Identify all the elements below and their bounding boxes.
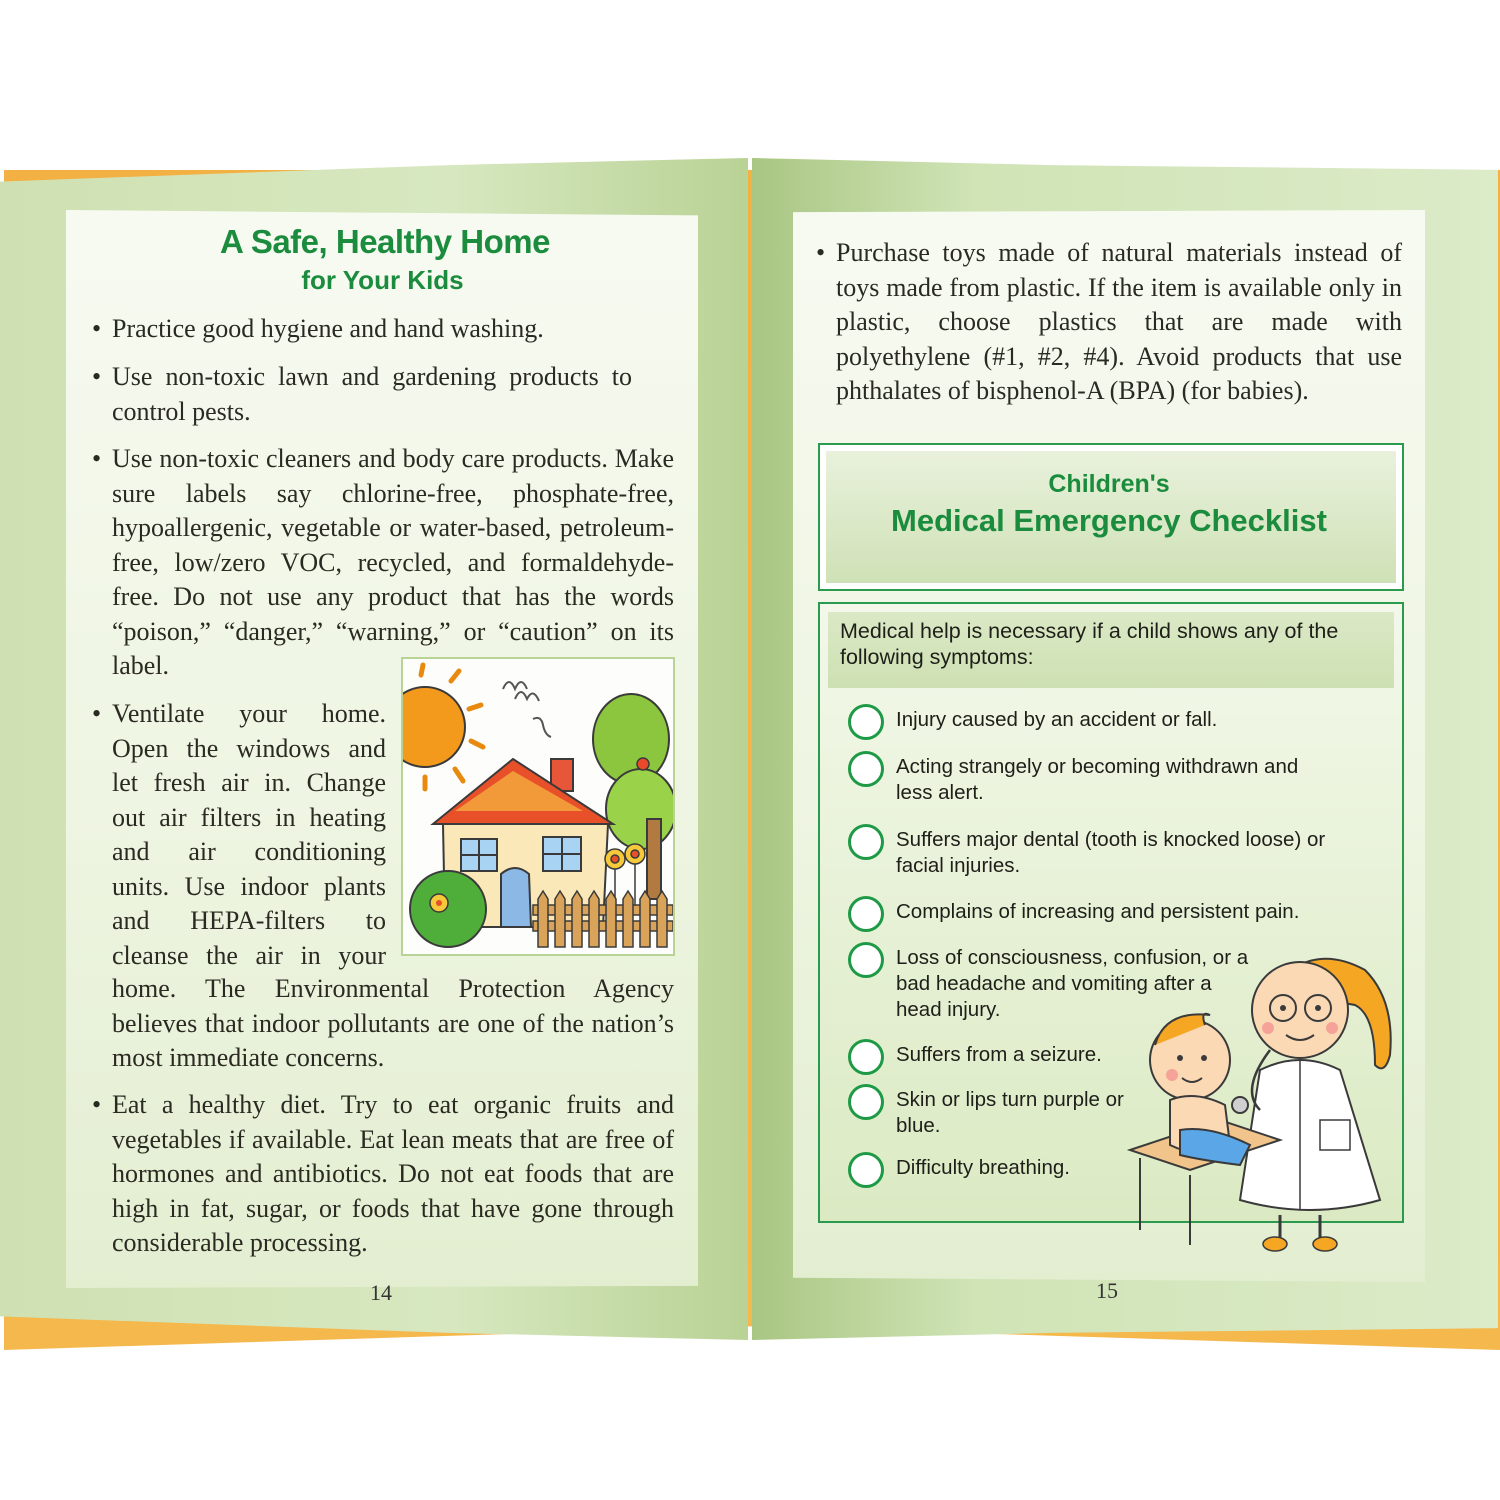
page-title: A Safe, Healthy Home <box>220 223 550 260</box>
checkbox[interactable] <box>848 942 884 978</box>
checkbox[interactable] <box>848 1039 884 1075</box>
checklist-item-label: Suffers from a seizure. <box>896 1043 1102 1066</box>
checklist-intro: Medical help is necessary if a child shows any of the following symptoms: <box>840 619 1339 669</box>
bullet-line: Open the windows and <box>112 733 386 763</box>
doctor-and-child-drawing-icon <box>1120 930 1410 1260</box>
bullet-text: Purchase toys made of natural materials instead of toys made from plastic. If the item is available only in plastic, choose plastics that are made with polyethylene (#1, #2, #4). Avoid products that use phthalates of bisphenol-A (BPA) (for babies). <box>836 238 1402 405</box>
bullet-line: let fresh air in. Change <box>112 768 386 797</box>
checkbox[interactable] <box>848 1084 884 1120</box>
checklist-item-label: Skin or lips turn purple or blue. <box>896 1088 1124 1137</box>
house-illustration <box>401 657 675 956</box>
list-item: • Eat a healthy diet. Try to eat organic fruits and vegetables if available. Eat lean meats that are free of hormones and antibiotics. Do not eat foods that are high in fat, sugar, or foods that have gone through considerable processing. <box>92 1090 674 1257</box>
bullet-text: Eat a healthy diet. Try to eat organic fruits and vegetables if available. Eat lean meats that are free of hormones and antibiotics. Do not eat foods that are high in fat, sugar, or foods that have gone through considerable processing. <box>112 1090 674 1257</box>
house-drawing-icon <box>403 659 673 954</box>
checkbox[interactable] <box>848 1152 884 1188</box>
checklist-item-label: Difficulty breathing. <box>896 1156 1070 1179</box>
bullet-line: cleanse the air in your <box>112 940 386 970</box>
list-item: • Practice good hygiene and hand washing. <box>92 314 544 343</box>
bullet-line: and HEPA-filters to <box>112 906 386 935</box>
checklist-item-label: Complains of increasing and persistent pain. <box>896 900 1300 923</box>
checklist-item-label: Injury caused by an accident or fall. <box>896 708 1218 731</box>
bullet-line: units. Use indoor plants <box>112 871 386 901</box>
list-item: • Purchase toys made of natural materials instead of toys made from plastic. If the item is available only in plastic, choose plastics that are made with polyethylene (#1, #2, #4). Avoid products that use phthalates of bisphenol-A (BPA) (for babies). <box>816 238 1402 405</box>
checkbox[interactable] <box>848 896 884 932</box>
page-number-right: 15 <box>1096 1278 1118 1303</box>
checklist-title-line2: Medical Emergency Checklist <box>891 503 1327 538</box>
checklist-title-line1: Children's <box>1048 470 1170 498</box>
bullet-line: out air filters in heating <box>112 802 386 832</box>
bullet-text: Practice good hygiene and hand washing. <box>112 314 544 343</box>
checkbox[interactable] <box>848 751 884 787</box>
bullet-line: and air conditioning <box>112 837 386 866</box>
bullet-text: Use non-toxic lawn and gardening products to control pests. <box>112 362 632 426</box>
checklist-item-label: Loss of consciousness, confusion, or a bad headache and vomiting after a head injury. <box>896 946 1249 1021</box>
checkbox[interactable] <box>848 704 884 740</box>
bullet-line: Ventilate your home. <box>112 699 386 728</box>
checkbox[interactable] <box>848 824 884 860</box>
bullet-continuation: home. The Environmental Protection Agency believes that indoor pollutants are one of the nation’s most immediate concerns. <box>112 974 674 1072</box>
checklist-item-label: Suffers major dental (tooth is knocked loose) or facial injuries. <box>896 828 1326 877</box>
page-number-left: 14 <box>370 1280 392 1305</box>
bullet-text: Use non-toxic cleaners and body care products. Make sure labels say chlorine-free, phosphate-free, hypoallergenic, vegetable or water-based, petroleum-free, low/zero VOC, recycled, and formaldehyde-free. Do not use any product that has the words “poison,” “danger,” “warning,” or “caution” on its label. <box>112 444 674 680</box>
checklist-item-label: Acting strangely or becoming withdrawn and less alert. <box>896 755 1299 804</box>
page-subtitle: for Your Kids <box>301 265 464 295</box>
list-item: • Use non-toxic lawn and gardening products to control pests. <box>92 362 632 426</box>
list-item: • Ventilate your home. Open the windows and let fresh air in. Change out air filters in heating and air conditioning units. Use indoor plants and HEPA-filters to cleanse the air in your <box>112 697 386 973</box>
list-item: • Use non-toxic cleaners and body care products. Make sure labels say chlorine-free, phosphate-free, hypoallergenic, vegetable or water-based, petroleum-free, low/zero VOC, recycled, and formaldehyde-free. Do not use any product that has the words “poison,” “danger,” “warning,” or “caution” on its label. <box>92 444 674 680</box>
